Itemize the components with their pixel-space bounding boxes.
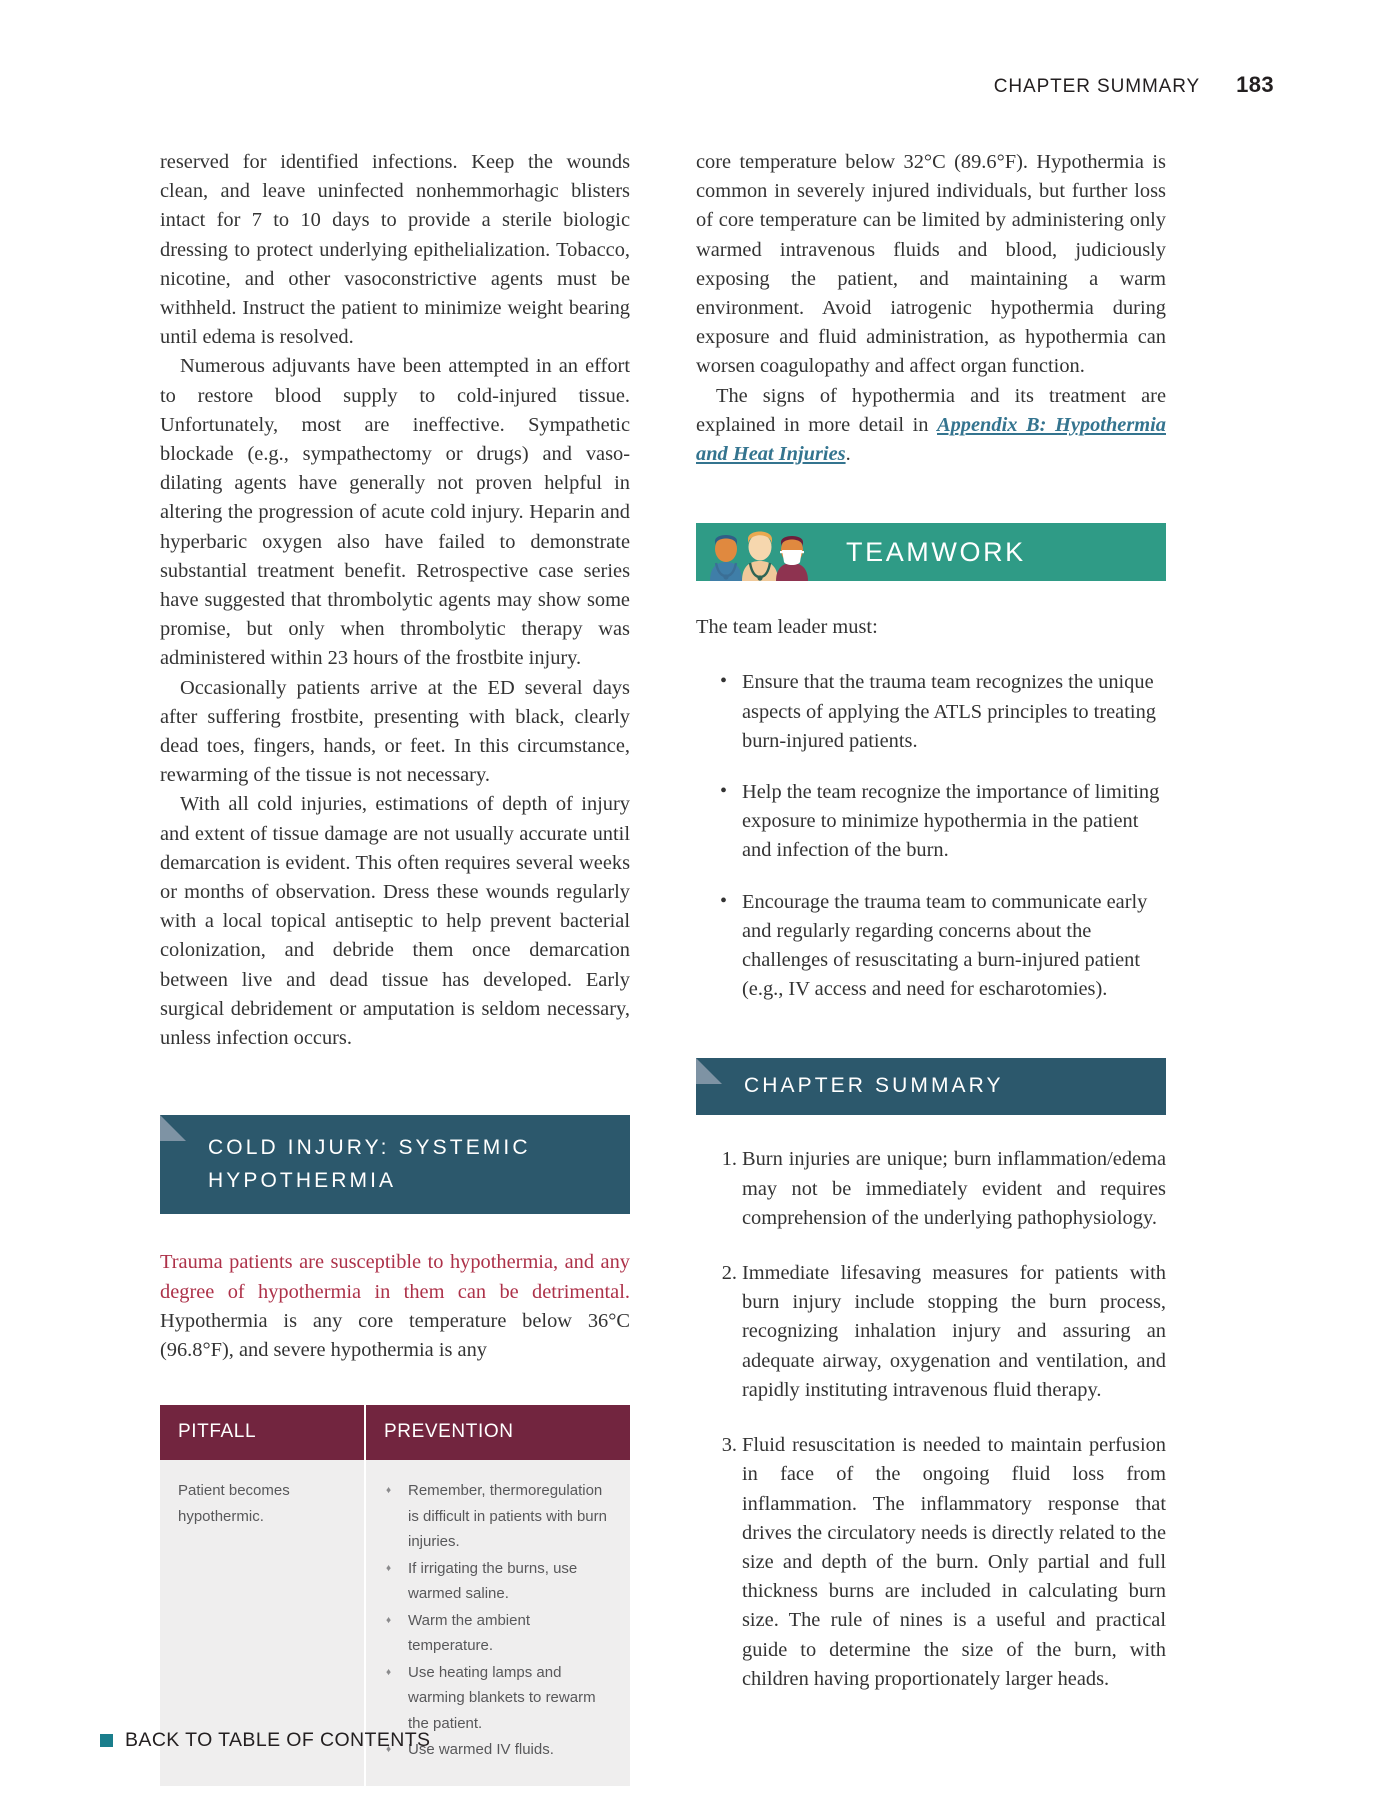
- list-item: ♦ Remember, thermoregulation is difficult in patients with burn injuries.: [384, 1478, 614, 1555]
- clinician-blue-cap-icon: [710, 535, 742, 581]
- section-header-line-2: HYPOTHERMIA: [208, 1169, 397, 1193]
- body-paragraph: core temperature below 32°C (89.6°F). Hypothermia is common in severely injured individuals, but further loss of core temperature can be limited by administering only warmed intravenous fluids and blood, judiciously exposing the patient, and maintaining a warm environment. Avoid iatrogenic hypothermia during exposure and fluid administration, as hypothermia can worsen coagulopathy and affect organ function.: [696, 151, 1166, 378]
- left-column: [160, 148, 630, 1786]
- cold-injury-lead-rest: Hypothermia is any core temperature below 36°C (96.8°F), and severe hypothermia is any: [160, 1309, 630, 1361]
- appendix-text-after: .: [845, 443, 851, 466]
- appendix-b-link[interactable]: Appendix B: Hypothermia and Heat Injuries: [696, 413, 1166, 466]
- section-header-label: [186, 1115, 549, 1214]
- list-item: ♦ Use warmed IV fluids.: [384, 1737, 614, 1763]
- teamwork-intro: The team leader must:: [696, 616, 878, 639]
- section-header-cold-injury: [160, 1115, 630, 1214]
- body-paragraph: Occasionally patients arrive at the ED several days after suffering frostbite, presenting with black, clearly dead toes, fingers, hands, or feet. In this circumstance, rewarming of the tissue is not necessary.: [160, 676, 630, 787]
- list-item: • Ensure that the trauma team recognizes the unique aspects of applying the ATLS principles to treating burn-injured patients.: [742, 668, 1166, 756]
- list-item: • Help the team recognize the importance of limiting exposure to minimize hypothermia in the patient and infection of the burn.: [742, 778, 1166, 866]
- list-item: ♦ If irrigating the burns, use warmed saline.: [384, 1556, 614, 1607]
- clinician-blonde-icon: [742, 532, 778, 582]
- appendix-text-before: The signs of hypothermia and its treatment are explained in more detail in: [696, 384, 1166, 436]
- list-item: ♦ Warm the ambient temperature.: [384, 1608, 614, 1659]
- chevron-icon: [160, 1115, 186, 1214]
- column-header-pitfall: PITFALL: [160, 1405, 365, 1460]
- medical-team-icon: [704, 523, 822, 581]
- cold-injury-lead-paragraph: [160, 1248, 630, 1365]
- column-header-prevention: PREVENTION: [365, 1405, 630, 1460]
- back-to-toc-link[interactable]: [100, 1729, 430, 1752]
- list-item: ♦ Use heating lamps and warming blankets to rewarm the patient.: [384, 1660, 614, 1737]
- teamwork-banner-title: TEAMWORK: [846, 536, 1026, 567]
- table-header-row: [160, 1405, 630, 1460]
- section-header-chapter-summary: [696, 1058, 1166, 1115]
- body-paragraph: With all cold injuries, estimations of depth of injury and extent of tissue damage are not usually accurate until demarcation is evident. This often requires several weeks or months of observation. Dress these wounds regularly with a local topical antiseptic to help prevent bacterial colonization, and debride them once demarcation between live and dead tissue has developed. Early surgical debridement or amputation is seldom necessary, unless infection occurs.: [160, 793, 630, 1050]
- chevron-icon: [696, 1058, 722, 1115]
- cell-pitfall: Patient becomes hypothermic.: [160, 1460, 365, 1786]
- page-columns: [160, 148, 1265, 1786]
- section-header-line-1: COLD INJURY: SYSTEMIC: [208, 1136, 531, 1160]
- list-item: Immediate lifesaving measures for patients with burn injury include stopping the burn process, recognizing inhalation injury and assuring an adequate airway, oxygenation and ventilation, and rapidly instituting intravenous fluid therapy.: [742, 1262, 1166, 1401]
- body-paragraph: Numerous adjuvants have been attempted in an effort to restore blood supply to cold-injured tissue. Unfortunately, most are ineffective. Sympathetic blockade (e.g., sympathectomy or drugs) and vaso-dilating agents have generally not proven helpful in altering the progression of acute cold injury. Heparin and hyperbaric oxygen also have failed to demonstrate substantial treatment benefit. Retrospective case series have suggested that thrombolytic agents may show some promise, but only when thrombolytic therapy was administered within 23 hours of the frostbite injury.: [160, 355, 630, 670]
- teamwork-banner: [696, 523, 1166, 581]
- list-item: • Encourage the trauma team to communicate early and regularly regarding concerns about the challenges of resuscitating a burn-injured patient (e.g., IV access and need for escharotomies).: [742, 888, 1166, 1005]
- running-header-title: CHAPTER SUMMARY: [993, 76, 1201, 97]
- section-header-label: CHAPTER SUMMARY: [744, 1074, 1004, 1098]
- page-running-header: [994, 72, 1274, 98]
- crimson-lead-text: Trauma patients are susceptible to hypothermia, and any degree of hypothermia in them can be detrimental.: [160, 1251, 630, 1303]
- body-paragraph: reserved for identified infections. Keep the wounds clean, and leave uninfected nonhemmorhagic blisters intact for 7 to 10 days to provide a sterile biologic dressing to protect underlying epithelialization. Tobacco, nicotine, and other vasoconstrictive agents must be withheld. Instruct the patient to minimize weight bearing until edema is resolved.: [160, 151, 630, 349]
- list-item: Fluid resuscitation is needed to maintain perfusion in face of the ongoing fluid loss from inflammation. The inflammatory response that drives the circulatory needs is directly related to the size and depth of the burn. Only partial and full thickness burns are included in calculating burn size. The rule of nines is a useful and practical guide to determine the size of the burn, with children having proportionately larger heads.: [742, 1434, 1166, 1690]
- clinician-masked-icon: [776, 536, 808, 581]
- back-to-toc-label: BACK TO TABLE OF CONTENTS: [125, 1729, 431, 1751]
- appendix-reference-paragraph: [696, 382, 1166, 470]
- right-column: [696, 148, 1166, 1786]
- prevention-list: [384, 1478, 614, 1763]
- square-bullet-icon: [100, 1734, 113, 1747]
- list-item: Burn injuries are unique; burn inflammation/edema may not be immediately evident and requires comprehension of the underlying pathophysiology.: [742, 1148, 1166, 1229]
- page-number: 183: [1236, 72, 1274, 97]
- teamwork-bullet-list: [696, 668, 1166, 1004]
- chapter-summary-list: [696, 1145, 1166, 1693]
